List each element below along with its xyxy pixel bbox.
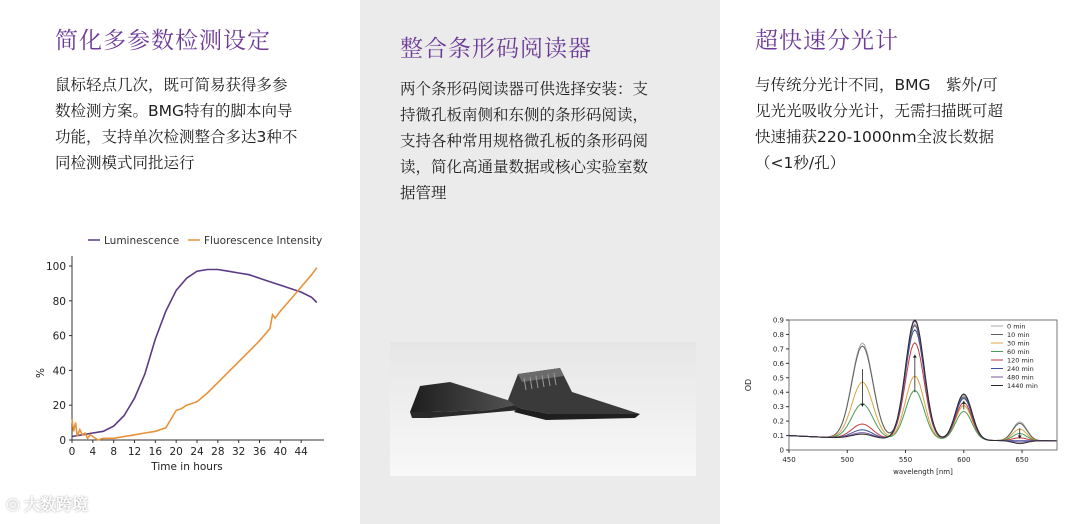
legend-label: Luminescence	[104, 235, 180, 247]
y-tick-label: 0	[59, 435, 66, 447]
watermark-text: 大数跨境	[23, 495, 88, 514]
y-axis-label: %	[35, 368, 47, 378]
x-tick-label: 650	[1015, 456, 1029, 464]
x-axis-label: Time in hours	[151, 461, 223, 473]
y-tick-label: 0.2	[772, 417, 784, 426]
y-tick-label: 20	[52, 400, 66, 413]
panel-heading: 超快速分光计	[755, 28, 899, 54]
x-tick-label: 36	[252, 446, 267, 458]
panel-spectrometer	[720, 0, 1080, 524]
x-tick-label: 12	[127, 446, 142, 458]
legend-label: 480 min	[1007, 373, 1034, 382]
y-tick-label: 100	[45, 261, 66, 273]
panel-heading: 简化多参数检测设定	[55, 28, 271, 54]
x-axis-label: wavelength [nm]	[893, 468, 953, 476]
y-tick-label: 0	[779, 446, 784, 455]
y-tick-label: 0.6	[772, 359, 784, 368]
spectrum-line	[789, 391, 1056, 441]
x-tick-label: 44	[294, 446, 308, 458]
panel-description: 鼠标轻点几次，既可简易获得多参 数检测方案。BMG特有的脚本向导 功能，支持单次检测整合多达3种不 同检测模式同批运行	[55, 76, 298, 172]
panel-barcode-reader	[360, 0, 720, 524]
legend-label: 240 min	[1007, 365, 1034, 373]
y-axis-label: OD	[744, 378, 753, 392]
legend-label: 60 min	[1007, 348, 1030, 356]
panel-description: 与传统分光计不同，BMG 紫外/可 见光光吸收分光计，无需扫描既可超 快速捕获220-1000nm全波长数据 （<1秒/孔）	[755, 76, 1004, 172]
y-tick-label: 0.4	[772, 388, 784, 397]
legend-label: 10 min	[1007, 331, 1030, 339]
y-tick-label: 0.3	[772, 403, 784, 412]
y-tick-label: 40	[52, 365, 66, 378]
y-tick-label: 0.5	[772, 374, 784, 383]
panel-description: 两个条形码阅读器可供选择安装：支 持微孔板南侧和东侧的条形码阅读， 支持各种常用规格微孔板的条形码阅 读，简化高通量数据或核心实验室数 据管理	[400, 80, 649, 202]
x-tick-label: 500	[840, 456, 854, 464]
trend-arrow-head	[913, 355, 917, 358]
x-tick-label: 0	[68, 446, 76, 458]
watermark	[6, 492, 88, 515]
barcode-reader-photo	[390, 342, 696, 476]
legend-label: 30 min	[1007, 339, 1030, 348]
watermark-logo-icon: ◎	[6, 494, 20, 513]
x-tick-label: 4	[89, 446, 97, 458]
x-tick-label: 28	[211, 446, 225, 458]
x-tick-label: 8	[110, 446, 118, 458]
y-tick-label: 60	[52, 330, 66, 343]
legend-label: 120 min	[1007, 356, 1034, 365]
panel-multiparameter	[0, 0, 360, 524]
series-line-fluorescence	[72, 268, 317, 440]
spectrum-chart	[735, 310, 1075, 482]
legend-label: 1440 min	[1007, 382, 1038, 390]
x-tick-label: 24	[190, 446, 204, 458]
legend-label: 0 min	[1007, 322, 1026, 331]
y-tick-label: 0.8	[772, 330, 784, 339]
y-tick-label: 0.7	[772, 345, 784, 354]
chart-legend	[991, 323, 1038, 391]
y-tick-label: 0.1	[772, 432, 784, 441]
x-tick-label: 450	[782, 456, 796, 464]
legend-label: Fluorescence Intensity	[204, 235, 323, 247]
trend-arrow-head	[962, 401, 966, 404]
series-line-luminescence	[72, 270, 317, 437]
x-tick-label: 20	[169, 446, 183, 458]
chart-legend	[88, 235, 322, 247]
x-tick-label: 32	[231, 446, 246, 458]
kinetics-chart	[30, 228, 350, 488]
x-tick-label: 550	[898, 456, 913, 464]
x-tick-label: 600	[957, 456, 971, 464]
y-tick-label: 80	[52, 295, 66, 308]
trend-arrow-head	[860, 404, 864, 407]
y-tick-label: 0.9	[772, 316, 784, 325]
x-tick-label: 16	[148, 446, 163, 458]
panel-heading: 整合条形码阅读器	[400, 36, 592, 62]
x-tick-label: 40	[273, 446, 288, 458]
